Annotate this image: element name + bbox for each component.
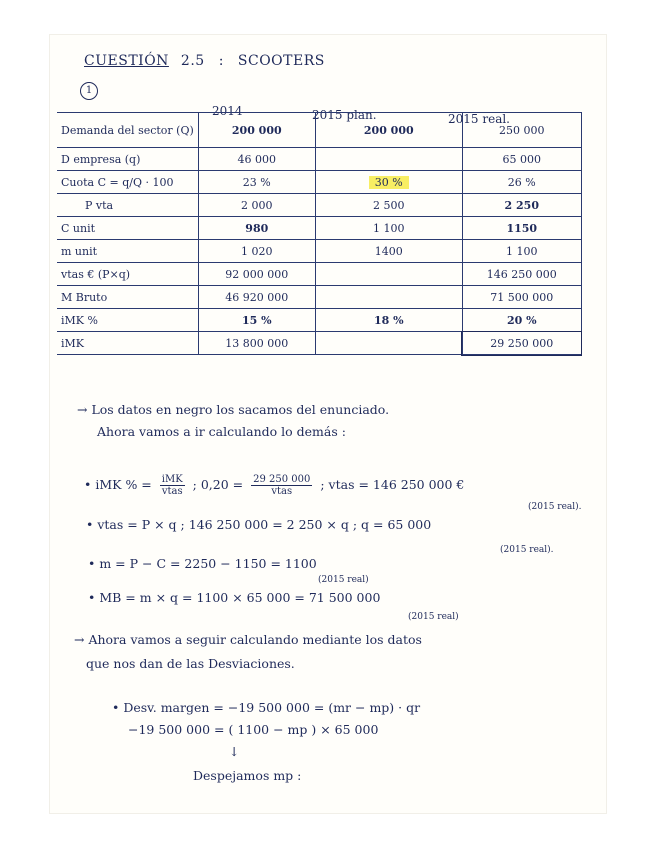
note-line: Ahora vamos a ir calculando lo demás : [97,424,346,439]
table-row [57,217,581,240]
row-label: vtas € (P×q) [57,263,198,286]
table-row [57,240,581,263]
note-line: → Ahora vamos a seguir calculando mediante los datos [74,632,422,647]
cell-2014: 92 000 000 [198,263,315,286]
formula-tag: (2015 real). [528,502,582,512]
cell-2014: 15 % [198,309,315,332]
title-topic: SCOOTERS [237,53,325,69]
page-title [84,53,325,69]
formula-line [84,474,464,497]
cell-real: 1 100 [462,240,581,263]
formula-text: ; 0,20 = [192,477,244,492]
cell-2014: 23 % [198,171,315,194]
cell-2014: 13 800 000 [198,332,315,355]
cell-real: 20 % [462,309,581,332]
down-arrow-icon: ↓ [229,744,240,759]
formula-line: • MB = m × q = 1100 × 65 000 = 71 500 000 [88,590,381,605]
cell-plan: 200 000 [315,113,462,148]
formula-tag: (2015 real) [408,612,459,622]
formula-tag: (2015 real) [318,575,369,585]
cell-2014: 2 000 [198,194,315,217]
note-line: que nos dan de las Desviaciones. [86,656,295,671]
formula-line: • vtas = P × q ; 146 250 000 = 2 250 × q ; q = 65 000 [86,517,432,532]
title-word: CUESTIÓN [84,53,169,69]
cell-real: 250 000 [462,113,581,148]
formula-text: • iMK % = [84,477,152,492]
col-header-2015-real: 2015 real. [448,112,510,126]
cell-real: 65 000 [462,148,581,171]
table-row [57,263,581,286]
row-label: Cuota C = q/Q · 100 [57,171,198,194]
row-label: iMK % [57,309,198,332]
formula-line: −19 500 000 = ( 1100 − mp ) × 65 000 [128,722,379,737]
fraction [251,474,312,497]
row-label: M Bruto [57,286,198,309]
cell-real: 71 500 000 [462,286,581,309]
cell-2014: 46 000 [198,148,315,171]
cell-2014: 46 920 000 [198,286,315,309]
table-row [57,309,581,332]
cell-2014: 980 [198,217,315,240]
cell-plan: 18 % [315,309,462,332]
table-row [57,332,581,355]
cell-real: 2 250 [462,194,581,217]
note-line: → Los datos en negro los sacamos del enunciado. [77,402,390,417]
table-row [57,148,581,171]
row-label: Demanda del sector (Q) [61,123,194,137]
fraction-denominator: vtas [161,486,183,497]
formula-text: ; vtas = 146 250 000 € [320,477,465,492]
cell-plan: 1 100 [315,217,462,240]
formula-tag: (2015 real). [500,545,554,555]
note-line: Despejamos mp : [193,768,302,783]
cell-2014: 1 020 [198,240,315,263]
table-row [57,171,581,194]
cell-plan [315,263,462,286]
table-row [57,113,581,148]
cell-plan [315,286,462,309]
col-header-2014: 2014 [212,104,243,118]
title-number: 2.5 [180,53,205,69]
fraction-denominator: vtas [271,486,293,497]
col-header-2015-plan: 2015 plan. [312,108,377,122]
table-row [57,286,581,309]
fraction-numerator: 29 250 000 [253,474,311,485]
cell-real: 1150 [462,217,581,240]
cell-2014: 200 000 [198,113,315,148]
highlighted-cell-plan: 30 % [369,176,409,189]
cell-real: 146 250 000 [462,263,581,286]
fraction [160,474,185,497]
cell-plan: 1400 [315,240,462,263]
title-colon: : [218,53,224,69]
cell-real: 29 250 000 [462,332,581,355]
row-label: C unit [57,217,198,240]
row-label: P vta [57,194,198,217]
cell-plan: 2 500 [315,194,462,217]
row-label: iMK [57,332,198,355]
formula-line: • m = P − C = 2250 − 1150 = 1100 [88,556,317,571]
cell-plan [315,148,462,171]
section-marker: 1 [80,82,98,100]
row-label: m unit [57,240,198,263]
fraction-numerator: iMK [161,474,183,485]
cell-real: 26 % [462,171,581,194]
data-table [57,112,582,355]
formula-line: • Desv. margen = −19 500 000 = (mr − mp) · qr [112,700,421,715]
row-label: D empresa (q) [57,148,198,171]
cell-plan [315,332,462,355]
table-row [57,194,581,217]
